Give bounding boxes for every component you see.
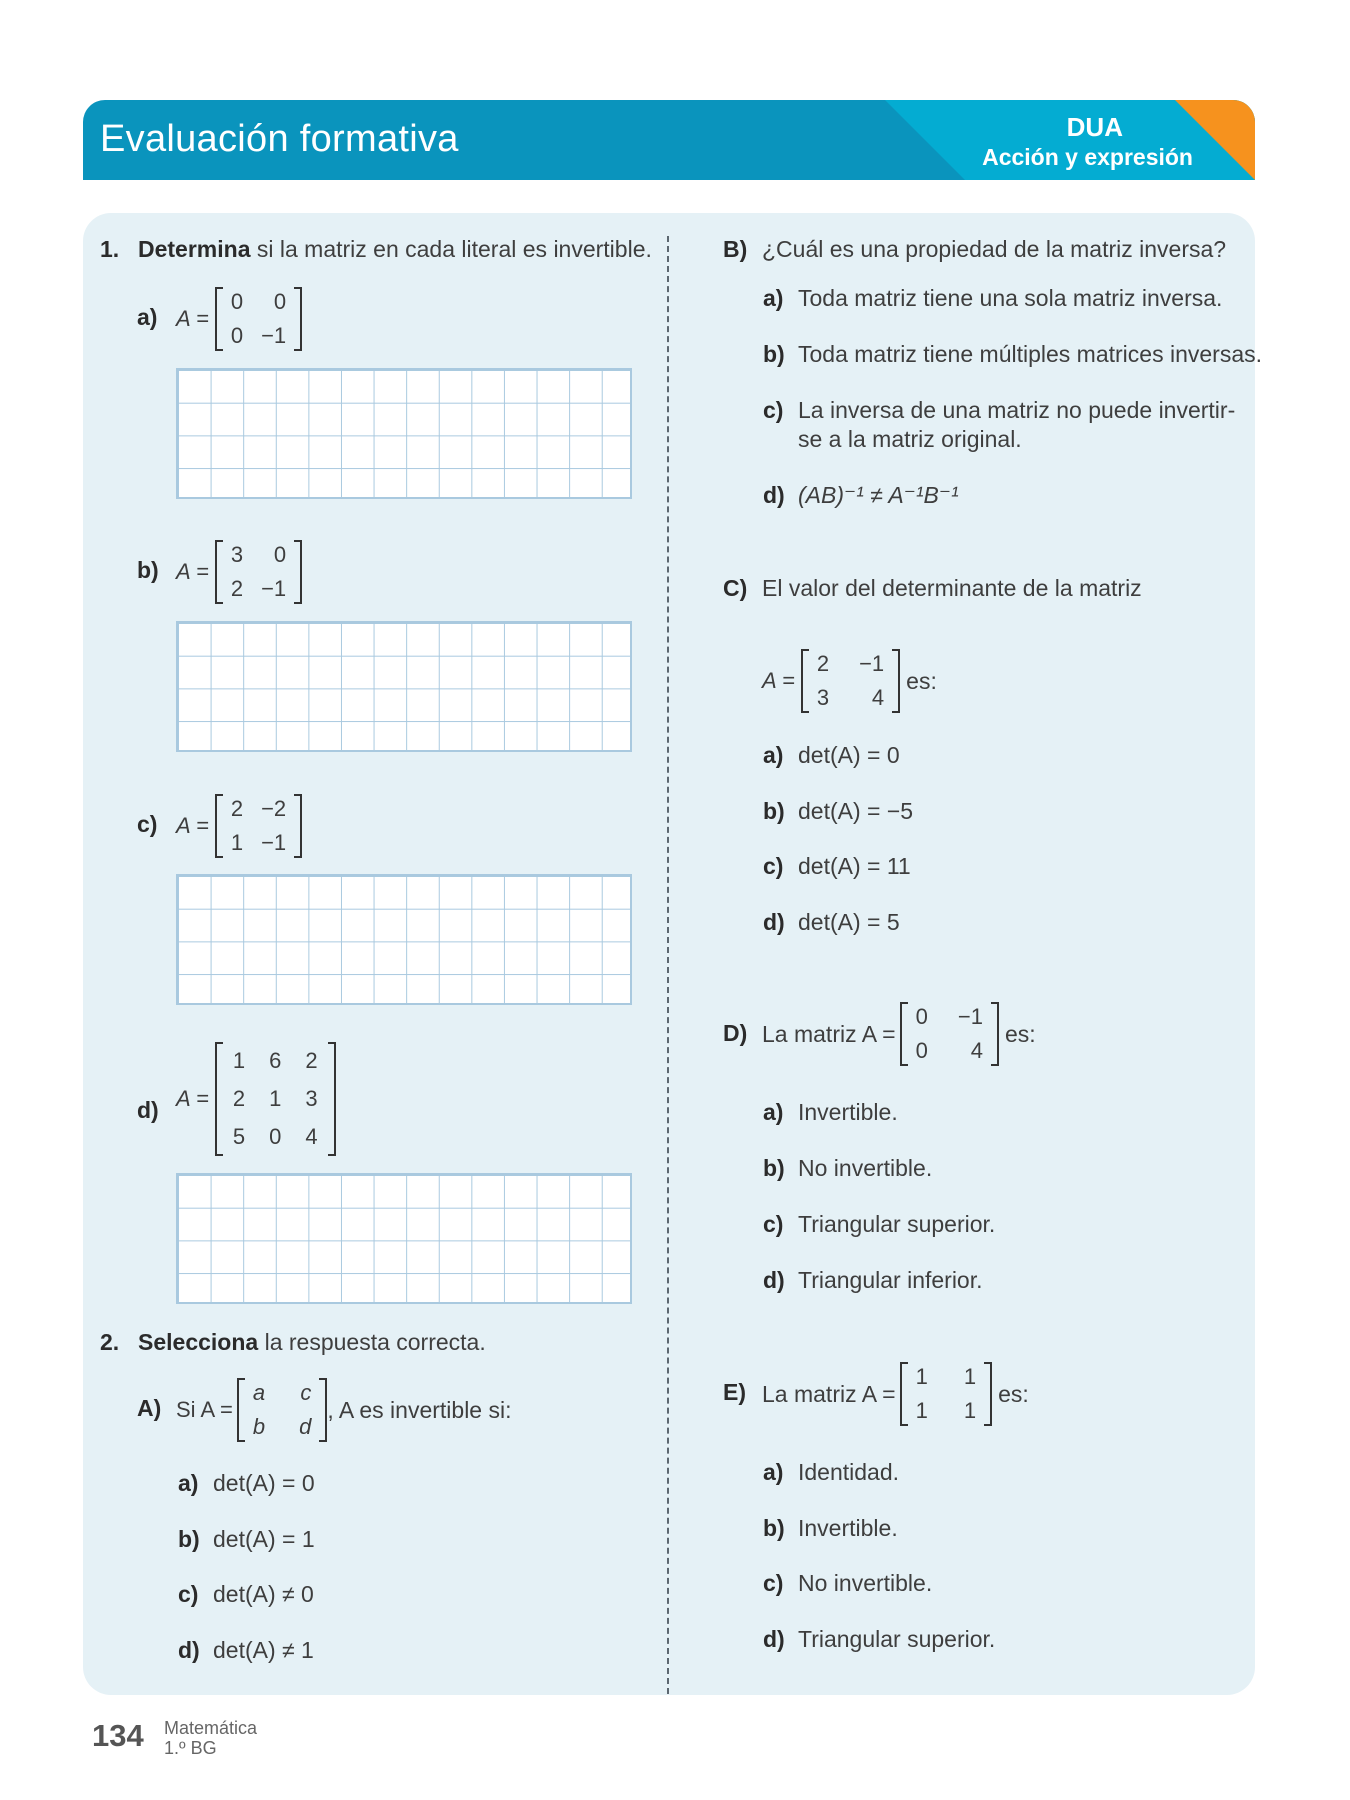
footer-subject <box>164 1718 257 1758</box>
q2C-opt-b-text[interactable]: det(A) = −5 <box>798 798 914 824</box>
q1c-label: c) <box>137 811 158 837</box>
q2B-opt-c-text[interactable]: La inversa de una matriz no puede invertir- <box>798 397 1236 423</box>
q2E-opt-a-text[interactable]: Identidad. <box>798 1459 900 1485</box>
page-number: 134 <box>92 1718 144 1753</box>
dua-subtitle: Acción y expresión <box>982 144 1193 170</box>
q1-prompt: Determina si la matriz en cada literal es invertible. <box>138 236 652 262</box>
q1d-label: d) <box>137 1097 159 1123</box>
q2C-label: C) <box>723 575 748 601</box>
page-title: Evaluación formativa <box>100 118 459 160</box>
q2E-opt-b-label: b) <box>763 1515 785 1541</box>
q1b-label: b) <box>137 557 159 583</box>
q2C-opt-d-label: d) <box>763 909 785 935</box>
q2B-opt-a-text[interactable]: Toda matriz tiene una sola matriz inversa. <box>798 285 1223 311</box>
q2C-opt-c-text[interactable]: det(A) = 11 <box>798 853 911 879</box>
q1d-answer-grid[interactable] <box>176 1173 632 1304</box>
q2A-opt-a-label: a) <box>178 1470 199 1496</box>
q2D-opt-b-text[interactable]: No invertible. <box>798 1155 933 1181</box>
q2A-label: A) <box>137 1395 162 1421</box>
q2D-opt-d-text[interactable]: Triangular inferior. <box>798 1267 983 1293</box>
q2B-opt-d-label: d) <box>763 482 785 508</box>
q2B-opt-c-label: c) <box>763 397 784 423</box>
dua-title: DUA <box>1066 112 1123 142</box>
q1a-label: a) <box>137 304 158 330</box>
q2A-opt-d-text[interactable]: det(A) ≠ 1 <box>213 1637 314 1663</box>
header-banner <box>83 100 1255 180</box>
q2B-question: ¿Cuál es una propiedad de la matriz inversa? <box>762 236 1227 262</box>
q2C-opt-a-text[interactable]: det(A) = 0 <box>798 742 900 768</box>
q2A-opt-a-text[interactable]: det(A) = 0 <box>213 1470 315 1496</box>
q2C-opt-a-label: a) <box>763 742 784 768</box>
q2A-opt-d-label: d) <box>178 1637 200 1663</box>
q1b-answer-grid[interactable] <box>176 621 632 752</box>
q1a-matrix: A = 0 0 0 −1 <box>176 287 302 351</box>
q2E-opt-b-text[interactable]: Invertible. <box>798 1515 898 1541</box>
q2E-label: E) <box>723 1379 746 1405</box>
q2E-opt-c-text[interactable]: No invertible. <box>798 1570 933 1596</box>
q1-number: 1. <box>100 236 120 262</box>
q2B-opt-d-text[interactable]: (AB)⁻¹ ≠ A⁻¹B⁻¹ <box>798 482 959 508</box>
q2A-opt-c-text[interactable]: det(A) ≠ 0 <box>213 1581 314 1607</box>
q2E-opt-d-text[interactable]: Triangular superior. <box>798 1626 996 1652</box>
q2D-opt-a-label: a) <box>763 1099 784 1125</box>
q2B-label: B) <box>723 236 748 262</box>
q2A-opt-b-text[interactable]: det(A) = 1 <box>213 1526 315 1552</box>
q1b-matrix: A = 3 0 2 −1 <box>176 540 302 604</box>
q2-number: 2. <box>100 1329 120 1355</box>
q2-prompt: Selecciona la respuesta correcta. <box>138 1329 486 1355</box>
column-divider <box>667 236 669 1694</box>
q2A-opt-b-label: b) <box>178 1526 200 1552</box>
q2B-opt-c-text-line2[interactable]: se a la matriz original. <box>798 426 1022 452</box>
q2E-matrix: La matriz A = 1 1 1 1 es: <box>762 1362 1029 1426</box>
q2D-opt-d-label: d) <box>763 1267 785 1293</box>
q2C-opt-b-label: b) <box>763 798 785 824</box>
q2C-opt-d-text[interactable]: det(A) = 5 <box>798 909 900 935</box>
q1d-matrix: A = 1 6 2 2 1 3 5 0 4 <box>176 1042 336 1156</box>
q2B-opt-b-label: b) <box>763 341 785 367</box>
q2C-question: El valor del determinante de la matriz <box>762 575 1142 601</box>
q2B-opt-a-label: a) <box>763 285 784 311</box>
q2A-opt-c-label: c) <box>178 1581 199 1607</box>
q1a-answer-grid[interactable] <box>176 368 632 499</box>
q2B-opt-b-text[interactable]: Toda matriz tiene múltiples matrices inversas. <box>798 341 1262 367</box>
q2C-matrix: A = 2 −1 3 4 es: <box>762 649 937 713</box>
grade-label: 1.º BG <box>164 1738 217 1758</box>
q1c-answer-grid[interactable] <box>176 874 632 1005</box>
q2E-opt-d-label: d) <box>763 1626 785 1652</box>
q2E-opt-c-label: c) <box>763 1570 784 1596</box>
q1c-matrix: A = 2 −2 1 −1 <box>176 794 302 858</box>
q2D-opt-b-label: b) <box>763 1155 785 1181</box>
q2D-opt-a-text[interactable]: Invertible. <box>798 1099 898 1125</box>
q2D-matrix: La matriz A = 0 −1 0 4 es: <box>762 1002 1036 1066</box>
subject-name: Matemática <box>164 1718 258 1738</box>
q2D-opt-c-label: c) <box>763 1211 784 1237</box>
q2D-label: D) <box>723 1020 748 1046</box>
q2A-matrix: Si A = a c b d , A es invertible si: <box>176 1378 511 1442</box>
q2C-opt-c-label: c) <box>763 853 784 879</box>
q2D-opt-c-text[interactable]: Triangular superior. <box>798 1211 996 1237</box>
q2E-opt-a-label: a) <box>763 1459 784 1485</box>
